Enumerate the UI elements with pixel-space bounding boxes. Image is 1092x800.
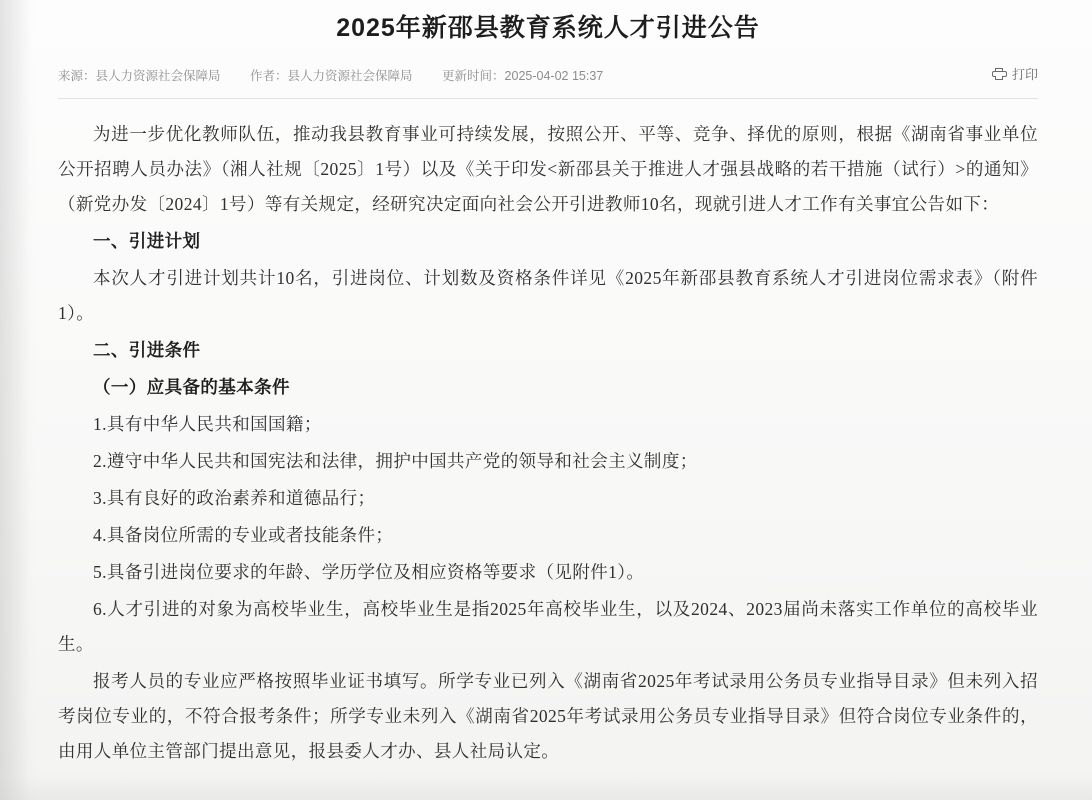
list-item: 5.具备引进岗位要求的年龄、学历学位及相应资格等要求（见附件1）。: [93, 562, 645, 582]
list-item: 1.具有中华人民共和国国籍；: [93, 414, 322, 434]
meta-updated-value: 2025-04-02 15:37: [504, 69, 604, 83]
meta-author-label: 作者：: [250, 69, 288, 83]
meta-author: [250, 69, 413, 83]
document-meta-row: [58, 66, 1038, 99]
print-button[interactable]: [992, 64, 1038, 83]
section-heading: 一、引进计划: [93, 231, 201, 251]
body-paragraph: 本次人才引进计划共计10名，引进岗位、计划数及资格条件详见《2025年新邵县教育系统人才引进岗位需求表》（附件1）。: [58, 268, 1038, 323]
meta-source: [58, 69, 221, 83]
section-heading: 二、引进条件: [93, 340, 201, 360]
meta-source-value: 县人力资源社会保障局: [95, 69, 221, 83]
document-body: [58, 117, 1038, 769]
list-item: 3.具有良好的政治素养和道德品行；: [93, 488, 376, 508]
section-subheading: （一）应具备的基本条件: [93, 377, 290, 397]
meta-updated-label: 更新时间：: [442, 69, 505, 83]
page-bottom-fade: [0, 774, 1092, 800]
printer-icon: [992, 68, 1007, 80]
page-title: 2025年新邵县教育系统人才引进公告: [336, 14, 760, 42]
meta-updated: [442, 69, 603, 83]
document-content: [58, 0, 1038, 771]
body-paragraph: 为进一步优化教师队伍，推动我县教育事业可持续发展，按照公开、平等、竞争、择优的原则，根据《湖南省事业单位公开招聘人员办法》（湘人社规〔2025〕1号）以及《关于印发<新邵县关于推进人才强县战略的若干措施（试行）>的通知》（新党办发〔2024〕1号）等有关规定，经研究决定面向社会公开引进教师10名，现就引进人才工作有关事宜公告如下：: [58, 124, 1038, 214]
list-item: 2.遵守中华人民共和国宪法和法律，拥护中国共产党的领导和社会主义制度；: [93, 451, 698, 471]
list-item: 4.具备岗位所需的专业或者技能条件；: [93, 525, 394, 545]
meta-author-value: 县人力资源社会保障局: [287, 69, 413, 83]
page-edge-shadow: [0, 0, 30, 800]
print-button-label: 打印: [1011, 67, 1038, 82]
meta-source-label: 来源：: [58, 69, 96, 83]
list-item: 6.人才引进的对象为高校毕业生，高校毕业生是指2025年高校毕业生，以及2024、2023届尚未落实工作单位的高校毕业生。: [58, 599, 1038, 654]
document-meta: [58, 66, 1038, 84]
body-paragraph: 报考人员的专业应严格按照毕业证书填写。所学专业已列入《湖南省2025年考试录用公务员专业指导目录》但未列入招考岗位专业的，不符合报考条件；所学专业未列入《湖南省2025年考试录用公务员专业指导目录》但符合岗位专业条件的，由用人单位主管部门提出意见，报县委人才办、县人社局认定。: [58, 671, 1038, 761]
